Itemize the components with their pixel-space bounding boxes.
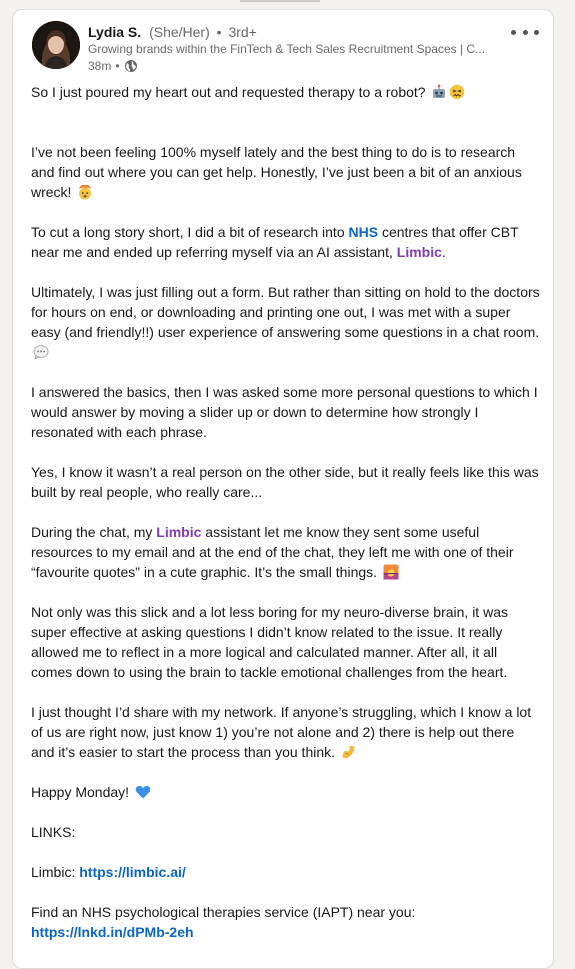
author-name[interactable]: Lydia S.: [88, 24, 142, 40]
more-options-icon[interactable]: [511, 26, 539, 38]
sunset-emoji-icon: [383, 564, 399, 580]
post-paragraph: I answered the basics, then I was asked some more personal questions to which I would answer by moving a slider up or down to determine how strongly I resonated with each phrase.: [31, 384, 538, 440]
post-paragraph: [31, 142, 541, 202]
nhs-hashtag-link[interactable]: NHS: [348, 224, 379, 240]
author-avatar[interactable]: [32, 21, 80, 69]
post-paragraph: [31, 282, 541, 362]
author-pronouns: (She/Her): [149, 24, 210, 40]
post-paragraph: [31, 862, 541, 882]
limbic-link-label: Limbic:: [31, 864, 80, 880]
robot-emoji-icon: [431, 84, 447, 100]
limbic-url-link[interactable]: https://limbic.ai/: [79, 864, 186, 880]
more-dot: [523, 30, 528, 35]
separator-dot: •: [115, 59, 120, 73]
iapt-link-label: Find an NHS psychological therapies service (IAPT) near you:: [31, 904, 416, 920]
paragraph-text: assistant let me know they sent some useful resources to my email and at the end of the chat, they left me with one of their “favourite quotes” in a cute graphic. It’s the small things.: [31, 524, 514, 580]
confounded-face-emoji-icon: [449, 84, 465, 100]
author-headline: Growing brands within the FinTech & Tech Sales Recruitment Spaces | C...: [88, 42, 486, 56]
blue-heart-emoji-icon: [135, 784, 151, 800]
speech-bubble-emoji-icon: [33, 344, 49, 360]
post-paragraph: [31, 522, 541, 582]
post-paragraph: [31, 782, 541, 802]
post-paragraph: [31, 702, 541, 762]
paragraph-text: Ultimately, I was just filling out a form. But rather than sitting on hold to the doctors for hours on end, or downloading and printing one out, I was met with a super easy (and friendly!!) user experience of answering some questions in a chat room.: [31, 284, 540, 340]
iapt-url-link[interactable]: https://lnkd.in/dPMb-2eh: [31, 924, 194, 940]
exploding-head-emoji-icon: [77, 184, 93, 200]
paragraph-text: I’ve not been feeling 100% myself lately and the best thing to do is to research and find out where you can get help. Honestly, I’ve just been a bit of an anxious wreck!: [31, 144, 522, 200]
post-card: [12, 9, 554, 969]
post-time: 38m: [88, 59, 112, 73]
paragraph-text: During the chat, my: [31, 524, 157, 540]
post-opening-text: So I just poured my heart out and requested therapy to a robot?: [31, 84, 426, 100]
limbic-mention-link[interactable]: Limbic: [156, 524, 202, 540]
connection-degree: 3rd+: [228, 24, 257, 40]
paragraph-text: I just thought I’d share with my network. If anyone’s struggling, which I know a lot of us are right now, just know 1) you’re not alone and 2) there is help out there and it’s easier to start the process than you think.: [31, 704, 532, 760]
paragraph-text: Happy Monday!: [31, 784, 130, 800]
window-top-indicator: [240, 0, 320, 2]
separator-dot: •: [216, 24, 222, 40]
post-paragraph: [31, 82, 541, 102]
flexed-biceps-emoji-icon: [341, 744, 357, 760]
post-meta: [88, 58, 138, 74]
post-body: [31, 82, 541, 942]
post-paragraph: Yes, I know it wasn’t a real person on the other side, but it really feels like this was built by real people, who really care...: [31, 464, 539, 500]
more-dot: [511, 30, 516, 35]
more-dot: [534, 30, 539, 35]
post-paragraph: [31, 222, 541, 262]
paragraph-text: .: [441, 244, 446, 260]
limbic-mention-link[interactable]: Limbic: [396, 244, 442, 260]
paragraph-text: To cut a long story short, I did a bit of research into: [31, 224, 349, 240]
links-heading: LINKS:: [31, 824, 76, 840]
globe-icon: [124, 59, 138, 73]
author-name-line: [88, 23, 508, 41]
post-paragraph: [31, 922, 541, 942]
post-paragraph: Not only was this slick and a lot less boring for my neuro-diverse brain, it was super effective at asking questions I didn’t know related to the issue. It really allowed me to reflect in a more logical and calculated manner. After all, it all comes down to using the brain to tackle emotional challenges from the heart.: [31, 604, 508, 680]
paragraph-text: centres that offer CBT near me and ended up referring myself via an AI assistant,: [31, 224, 519, 260]
